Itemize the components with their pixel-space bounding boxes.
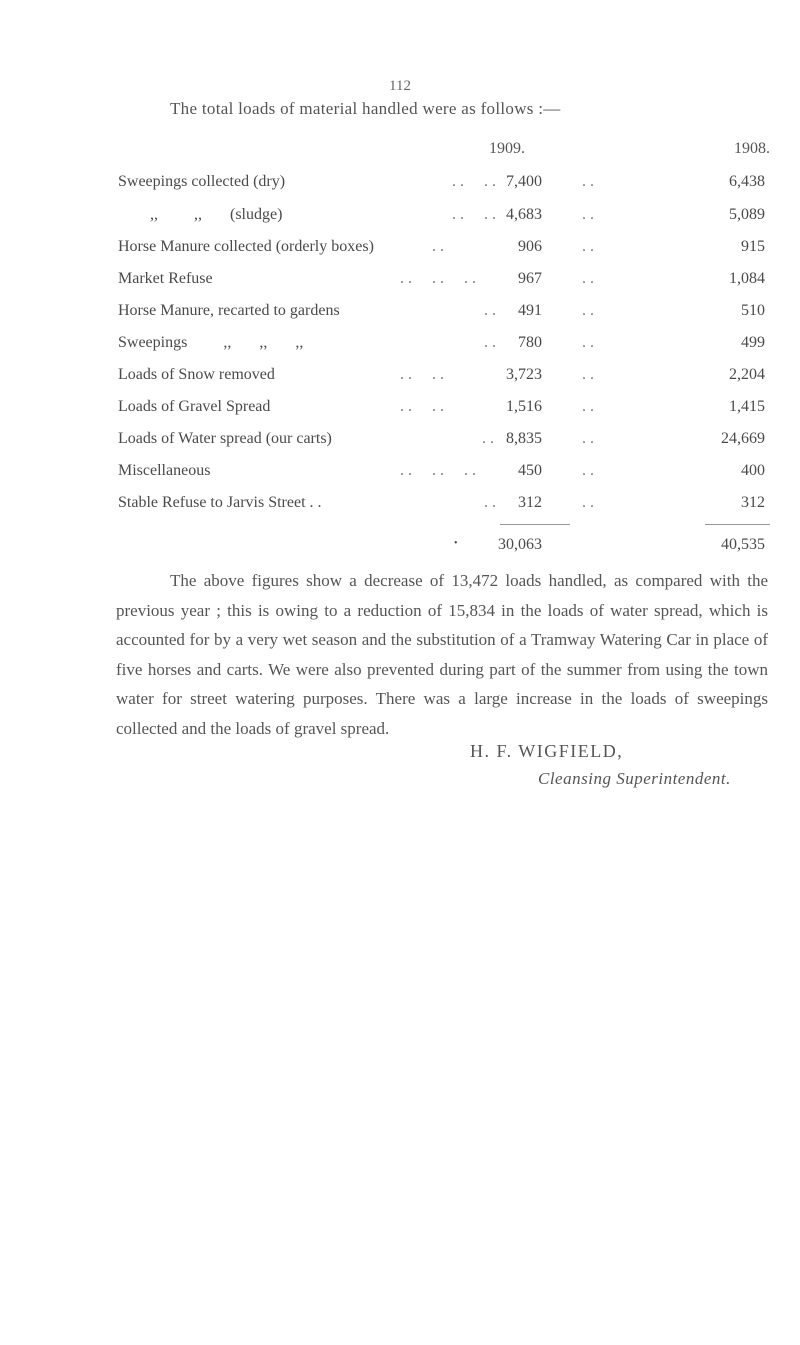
leader-dots: . . <box>582 206 594 223</box>
value-1908: 312 <box>741 494 765 511</box>
leader-dots: . . <box>582 302 594 319</box>
row-label: Stable Refuse to Jarvis Street . . <box>118 494 322 511</box>
row-label: Miscellaneous <box>118 462 211 479</box>
table-row <box>0 173 800 197</box>
leader-dots: . . <box>582 494 594 511</box>
row-label: Loads of Snow removed <box>118 366 275 383</box>
leader-dots: . . <box>582 462 594 479</box>
leader-dots: . . <box>582 238 594 255</box>
leader-dots: . . <box>582 398 594 415</box>
leader-dots: . . <box>582 430 594 447</box>
total-1908: 40,535 <box>721 536 765 553</box>
signature-name: H. F. WIGFIELD, <box>470 741 624 761</box>
value-1908: 510 <box>741 302 765 319</box>
table-row <box>0 270 800 294</box>
value-1908: 2,204 <box>729 366 765 383</box>
value-1909: 7,400 <box>506 173 542 190</box>
leader-dots: . . . . <box>400 366 444 383</box>
leader-dots: . . . . <box>400 398 444 415</box>
row-label: Horse Manure collected (orderly boxes) <box>118 238 374 255</box>
leader-dots: . . <box>582 173 594 190</box>
value-1909: 450 <box>518 462 542 479</box>
summary-paragraph: The above figures show a decrease of 13,472 loads handled, as compared with the previous year ; this is owing to a reduction of 15,834 in the loads of water spread, which is accounted for by a very wet season and the substitution of a Tramway Watering Car in place of five horses and carts. We were also prevented during part of the summer from using the town water for street watering purposes. There was a large increase in the loads of sweepings collected and the loads of gravel spread. <box>116 571 768 738</box>
table-row <box>0 462 800 486</box>
row-label: ,, ,, (sludge) <box>150 206 283 223</box>
table-row <box>0 366 800 390</box>
total-1909: 30,063 <box>498 536 542 553</box>
total-rule-1909 <box>500 524 570 525</box>
leader-dots: . . . . <box>452 206 496 223</box>
value-1909: 8,835 <box>506 430 542 447</box>
value-1909: 4,683 <box>506 206 542 223</box>
row-label: Sweepings ,, ,, ,, <box>118 334 304 351</box>
table-row <box>0 206 800 230</box>
row-label: Horse Manure, recarted to gardens <box>118 302 340 319</box>
leader-dots: . . <box>484 302 496 319</box>
value-1908: 915 <box>741 238 765 255</box>
page-number: 112 <box>389 78 411 94</box>
value-1909: 967 <box>518 270 542 287</box>
leader-dots: . . <box>482 430 494 447</box>
leader-dots: . . <box>582 270 594 287</box>
table-row <box>0 430 800 454</box>
value-1908: 400 <box>741 462 765 479</box>
value-1909: 3,723 <box>506 366 542 383</box>
bullet-mark: • <box>454 538 458 549</box>
leader-dots: . . <box>432 238 444 255</box>
row-label: Market Refuse <box>118 270 213 287</box>
row-label: Sweepings collected (dry) <box>118 173 286 190</box>
signature-title: Cleansing Superintendent. <box>538 769 731 788</box>
leader-dots: . . <box>582 366 594 383</box>
value-1908: 6,438 <box>729 173 765 190</box>
leader-dots: . . . . . . <box>400 270 476 287</box>
value-1909: 906 <box>518 238 542 255</box>
table-row <box>0 494 800 518</box>
row-label: Loads of Water spread (our carts) <box>118 430 332 447</box>
column-header-1908: 1908. <box>734 140 770 157</box>
leader-dots: . . . . <box>452 173 496 190</box>
leader-dots: . . <box>582 334 594 351</box>
value-1908: 24,669 <box>721 430 765 447</box>
value-1908: 1,084 <box>729 270 765 287</box>
leader-dots: . . <box>484 334 496 351</box>
table-row <box>0 334 800 358</box>
value-1908: 1,415 <box>729 398 765 415</box>
table-row <box>0 302 800 326</box>
value-1908: 5,089 <box>729 206 765 223</box>
row-label: Loads of Gravel Spread <box>118 398 271 415</box>
value-1909: 312 <box>518 494 542 511</box>
value-1909: 1,516 <box>506 398 542 415</box>
intro-line: The total loads of material handled were as follows :— <box>170 99 561 118</box>
value-1909: 491 <box>518 302 542 319</box>
leader-dots: . . <box>484 494 496 511</box>
leader-dots: . . . . . . <box>400 462 476 479</box>
column-header-1909: 1909. <box>489 140 525 157</box>
value-1908: 499 <box>741 334 765 351</box>
value-1909: 780 <box>518 334 542 351</box>
table-row <box>0 238 800 262</box>
table-row <box>0 398 800 422</box>
total-rule-1908 <box>705 524 770 525</box>
